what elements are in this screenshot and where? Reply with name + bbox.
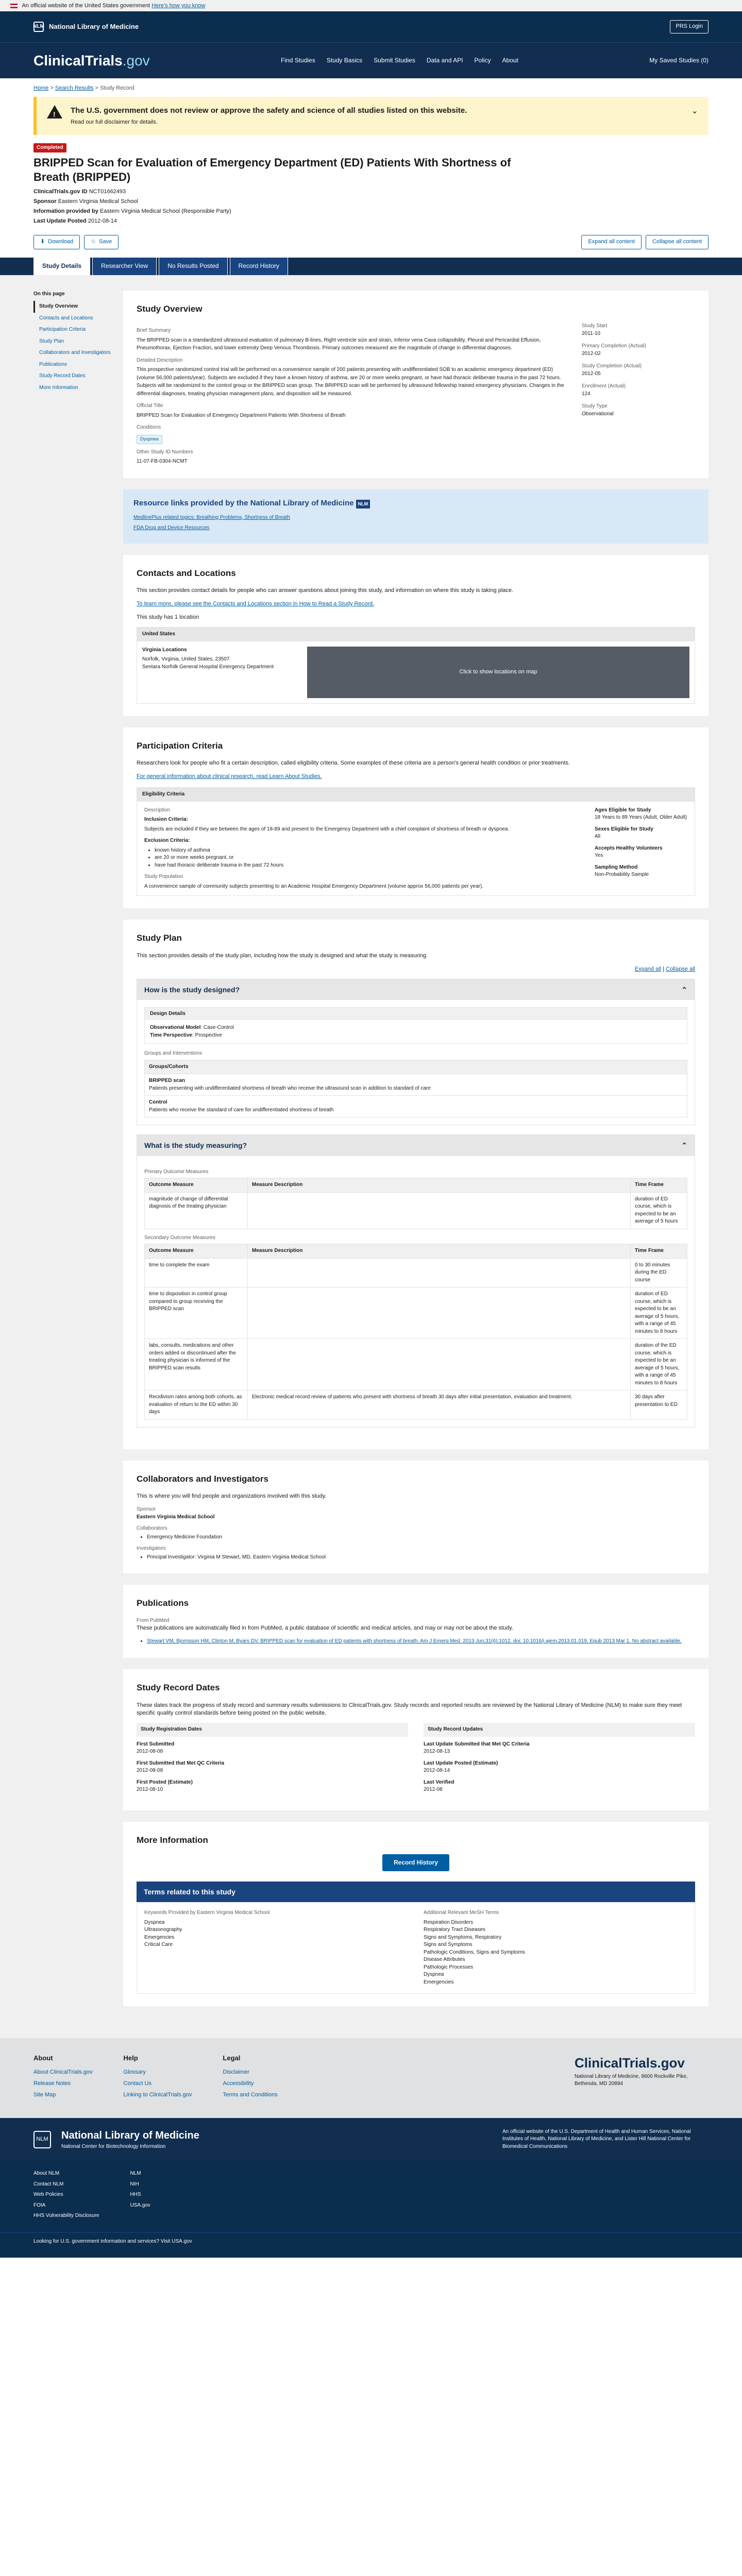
download-icon: ⬇ <box>40 238 45 245</box>
record-history-button[interactable]: Record History <box>382 1854 449 1871</box>
secondary-outcomes-table: Outcome Measure Measure Description Time Frame time to complete the exam 0 to 30 minutes during the ED course time to disposition in control group compared to group receiving the BRIPPED scan duration of ED course, which is expected to be an average of 5 hours, with a range of 45 minutes to 8 hours labs, consults, medications and other orders added or discontinued after the treating physician is informed of the BRIPPED scan results duration of the ED course, which is expected to be an average of 5 hours, with a range of 45 minutes to 8 hours Recidivism rates among both cohorts, as evaluation of return to the ED within 30 days Electronic medical record review of patients who present with shortness of breath 30 days after initial presentation, evaluation and treatment. 30 days after presentation to ED <box>144 1244 687 1420</box>
record-dates-section: Study Record Dates These dates track the progress of study record and summary results submissions to ClinicalTrials.gov. Study records and reported results are reviewed by the National Library of Medicine (NLM) to make sure they meet specific quality control standards before being posted on the public website. Study Registration Dates First Submitted 2012-08-08 First Submitted that Met QC Criteria 2012-08-08 First Posted (Estimate) 2012-08-10 Study Record Updates Last Update Submitted that Met QC Criteria 2012-08-13 Last Update Posted (Estimate) 2012-08-14 Last Verified 2012-08 <box>123 1669 709 1810</box>
footer-link[interactable]: HHS Vulnerability Disclosure <box>33 2213 99 2219</box>
plan-collapse-link[interactable]: Collapse all <box>666 965 695 972</box>
footer-link[interactable]: Contact Us <box>123 2080 151 2087</box>
footer-bottom <box>0 2232 742 2258</box>
footer-link[interactable]: Accessibility <box>223 2080 254 2087</box>
first-posted: 2012-08-10 <box>137 1787 163 1793</box>
alert-body: Read our full disclaimer for details. <box>71 118 158 125</box>
footer-link[interactable]: NLM <box>130 2171 141 2177</box>
nav-data-api[interactable]: Data and API <box>426 57 463 64</box>
save-button[interactable]: ☆ Save <box>84 235 119 249</box>
collaborators-section: Collaborators and Investigators This is where you will find people and organizations involved with this study. Sponsor Eastern Virginia Medical School Collaborators • Emergency Medicine Foundation Investigators • Principal Investigator: Virginia M Stewart, MD, Eastern Virginia Medical School <box>123 1461 709 1574</box>
mesh-term: Respiration Disorders <box>424 1919 474 1925</box>
participation-heading: Participation Criteria <box>137 740 223 751</box>
main-content <box>0 275 742 2038</box>
chevron-up-icon: ⌃ <box>681 1141 687 1150</box>
nav-policy[interactable]: Policy <box>474 57 491 64</box>
study-completion: 2012-05 <box>582 370 601 377</box>
footer-link[interactable]: About NLM <box>33 2171 60 2177</box>
table-row: magnitude of change of differential diagnosis of the treating physician duration of ED course, which is expected to be an average of 5 hours <box>145 1192 687 1229</box>
nlm-logo-icon: NLM <box>33 2131 51 2148</box>
side-item-contacts[interactable]: Contacts and Locations <box>39 315 93 321</box>
status-badge: Completed <box>33 143 66 153</box>
learn-about-link[interactable]: For general information about clinical research, read Learn About Studies. <box>137 773 322 780</box>
nlm-badge: NLM <box>356 500 370 509</box>
site-logo[interactable]: ClinicalTrials.gov <box>33 52 150 69</box>
expand-all-button[interactable]: Expand all content <box>581 235 642 249</box>
table-row: labs, consults, medications and other orders added or discontinued after the treating physician is informed of the BRIPPED scan results duration of the ED course, which is expected to be an average of 5 hours, with a range of 45 minutes to 8 hours <box>145 1339 687 1391</box>
nav-find-studies[interactable]: Find Studies <box>281 57 315 64</box>
mesh-term: Pathologic Processes <box>424 1964 474 1970</box>
gov-banner-text: An official website of the United States government <box>22 3 150 9</box>
footer-link[interactable]: Contact NLM <box>33 2181 64 2187</box>
sampling-method: Non-Probability Sample <box>595 872 649 878</box>
keyword: Ultrasonography <box>144 1927 182 1933</box>
inclusion-criteria: Subjects are included if they are between the ages of 18-89 and present to the Emergency Department with a chief complaint of shortness of breath or dyspnea. <box>144 826 510 832</box>
location-count: This study has 1 location <box>137 614 199 621</box>
publication-link[interactable]: Stewart VM, Bjornsson HM, Clinton M, Byars DV. BRIPPED scan for evaluation of ED patients with shortness of breath. Am J Emerg Med. 2013 Jun;31(6):1012. doi: 10.1016/j.ajem.2013.01.019. Epub 2013 Mar 1. No abstract available. <box>147 1638 682 1645</box>
agency-header <box>0 11 742 42</box>
gov-banner <box>0 0 742 11</box>
side-item-more[interactable]: More Information <box>39 384 78 391</box>
footer-link[interactable]: USA.gov <box>130 2202 150 2208</box>
on-this-page-nav <box>33 291 111 2018</box>
contacts-section: Contacts and Locations This section provides contact details for people who can answer questions about joining this study, and information on where this study is taking place. To learn more, please see the Contacts and Locations section in How to Read a Study Record. This study has 1 location United States Virginia Locations Norfolk, Virginia, United States, 23507 Sentara Norfolk General Hospital Emergency Department Click to show locations on map <box>123 555 709 716</box>
nav-submit-studies[interactable]: Submit Studies <box>374 57 415 64</box>
contacts-help-link[interactable]: To learn more, please see the Contacts and Locations section in How to Read a Study Record. <box>137 601 375 607</box>
design-accordion: How is the study designed? ⌃ Design Details Observational Model: Case-Control Time Perspective: Prospective Groups and Interventions Groups/Cohorts BRIPPED scan Patients presenting with undifferentiated shortness of breath who receive the ultrasound scan in addition to standard of care Control Patients who receive the standard of care for undifferentiated shortness of breath <box>137 979 695 1126</box>
investigator: • Principal Investigator: Virginia M Stewart, MD, Eastern Virginia Medical School <box>147 1554 695 1562</box>
footer-link[interactable]: FOIA <box>33 2202 46 2208</box>
breadcrumb-search[interactable]: Search Results <box>55 85 94 91</box>
study-plan-section: Study Plan This section provides details of the study plan, including how the study is designed and what the study is measuring. Expand all | Collapse all How is the study designed? ⌃ Design Details Observational Model: Case-Control Time Perspective: Prospective Groups and Interventions Groups/Cohorts BRIPPED scan Patients presenting with undifferentiated shortness of breath who receive the ultrasound scan in addition to standard of care Control Patients who receive the standard of care for undifferentiated shortness of breath What is the study measuring? ⌃ Primary Outcome Measures Outcome Measure Measure Description Time Frame magnitude of change of differential diagnosis of the treating physician duration of ED course, which is expected to be an average of 5 hours Secondary Outcome Measures Outcome Measure Measure Description Time Frame time to complete the exam 0 to 30 minutes during the ED course time to disposition in control group compared to group receiving the BRIPPED scan duration of ED course, which is expected to be an average of 5 hours, with a range of 45 minutes to 8 hours labs, consults, medications and other orders added or discontinued after the treating physician is informed of the BRIPPED scan results duration of the ED course, which is expected to be an average of 5 hours, with a range of 45 minutes to 8 hours Recidivism rates among both cohorts, as evaluation of return to the ED within 30 days Electronic medical record review of patients who present with shortness of breath 30 days after initial presentation, evaluation and treatment. 30 days after presentation to ED <box>123 920 709 1449</box>
condition-chip[interactable]: Dyspnea <box>137 435 162 444</box>
footer-nlm: NLM National Library of Medicine National Center for Biotechnology Information An official website of the U.S. Department of Health and Human Services, National Institutes of Health, National Library of Medicine, and Lister Hill National Center for Biomedical Communications <box>0 2118 742 2161</box>
keyword: Dyspnea <box>144 1919 165 1925</box>
last-posted: 2012-08-14 <box>424 1768 450 1774</box>
info-provided: Information provided by Eastern Virginia Medical School (Responsible Party) <box>33 208 231 214</box>
observational-model: Case-Control <box>203 1025 234 1031</box>
bookmark-icon: ☆ <box>91 238 96 245</box>
side-item-publications[interactable]: Publications <box>39 361 67 367</box>
location-map[interactable]: Click to show locations on map <box>307 647 689 698</box>
ages-eligible: 18 Years to 89 Years (Adult, Older Adult) <box>595 815 687 821</box>
study-start: 2011-10 <box>582 330 600 336</box>
terms-accordion-toggle[interactable]: Terms related to this study <box>137 1882 695 1902</box>
mesh-term: Pathologic Conditions, Signs and Symptoms <box>424 1949 525 1955</box>
detailed-description: This prospective randomized control trial will be performed on a convenience sample of 200 patients presenting with undifferentiated SOB to an academic emergency department (ED) (volume 56,000 patients/year). Subjects are excluded if they have a known history of asthma, are 20 or more weeks pregnant, or have had thoracic deliberate trauma in the past 72 hours. Subjects will be randomized to the control group or the BRIPPED scan group. The BRIPPED scan will be performed by ultrasound fellowship trained emergency physicians. Changes in the differential diagnoses, treating physician management plans, and disposition will be measured. <box>137 367 564 397</box>
breadcrumb-current: Study Record <box>100 85 134 91</box>
side-item-participation[interactable]: Participation Criteria <box>39 327 86 333</box>
tab-bar <box>0 258 742 275</box>
nlm-brand[interactable] <box>33 22 139 32</box>
side-item-collaborators[interactable]: Collaborators and Investigators <box>39 350 111 356</box>
dates-heading: Study Record Dates <box>137 1682 220 1692</box>
time-perspective: Prospective <box>195 1032 222 1038</box>
medlineplus-link[interactable]: MedlinePlus related topics: Breathing Problems, Shortness of Breath <box>133 514 291 520</box>
footer-link[interactable]: Web Policies <box>33 2192 63 2198</box>
last-qc: 2012-08-13 <box>424 1749 450 1755</box>
collab-sponsor: Eastern Virginia Medical School <box>137 1514 215 1520</box>
saved-studies-link[interactable]: My Saved Studies (0) <box>649 57 709 64</box>
side-item-overview[interactable]: Study Overview <box>33 301 111 313</box>
mesh-term: Disease Attributes <box>424 1957 465 1963</box>
footer-link[interactable]: Linking to ClinicalTrials.gov <box>123 2091 192 2098</box>
action-bar <box>33 235 709 249</box>
overview-heading: Study Overview <box>137 303 203 314</box>
location-name: Sentara Norfolk General Hospital Emergency Department <box>142 664 274 670</box>
first-qc: 2012-08-08 <box>137 1768 163 1774</box>
plan-heading: Study Plan <box>137 933 182 943</box>
side-item-dates[interactable]: Study Record Dates <box>39 373 86 379</box>
prs-login-button[interactable]: PRS Login <box>670 20 709 33</box>
country-heading: United States <box>137 628 695 641</box>
fda-link[interactable]: FDA Drug and Device Resources <box>133 525 210 531</box>
nlm-name[interactable]: National Library of Medicine <box>61 2129 199 2141</box>
breadcrumb: Home > Search Results > Study Record <box>33 85 134 91</box>
footer-link[interactable]: HHS <box>130 2192 141 2198</box>
publications-section: Publications From PubMed These publications are automatically filed in from PubMed, a public database of scientific and medical articles, and may or may not be about the study. • Stewart VM, Bjornsson HM, Clinton M, Byars DV. BRIPPED scan for evaluation of ED patients with shortness of breath. Am J Emerg Med. 2013 Jun;31(6):1012. doi: 10.1016/j.ajem.2013.01.019. Epub 2013 Mar 1. No abstract available. <box>123 1585 709 1658</box>
footer-address: National Library of Medicine, 8600 Rockville Pike, Bethesda, MD 20894 <box>575 2073 688 2087</box>
footer-link[interactable]: Disclaimer <box>223 2069 249 2076</box>
footer-link[interactable]: Glossary <box>123 2069 146 2076</box>
gov-banner-link[interactable]: Here's how you know <box>151 3 206 9</box>
collapse-all-button[interactable]: Collapse all content <box>646 235 709 249</box>
measure-accordion-toggle[interactable]: What is the study measuring? ⌃ <box>137 1135 695 1156</box>
last-update: Last Update Posted 2012-08-14 <box>33 217 117 224</box>
footer-link[interactable]: Release Notes <box>33 2080 71 2087</box>
healthy-volunteers: Yes <box>595 853 603 859</box>
sexes-eligible: All <box>595 834 601 840</box>
chevron-up-icon: ⌃ <box>681 985 687 994</box>
contacts-heading: Contacts and Locations <box>137 568 236 578</box>
nct-id: ClinicalTrials.gov ID NCT01662493 <box>33 189 126 195</box>
study-type: Observational <box>582 411 614 417</box>
design-accordion-toggle[interactable]: How is the study designed? ⌃ <box>137 979 695 1000</box>
table-row: time to disposition in control group compared to group receiving the BRIPPED scan duration of ED course, which is expected to be an average of 5 hours, with a range of 45 minutes to 8 hours <box>145 1287 687 1339</box>
breadcrumb-home[interactable]: Home <box>33 85 49 91</box>
enrollment: 124 <box>582 391 591 397</box>
tab-record-history[interactable]: Record History <box>230 257 288 275</box>
collaborator: • Emergency Medicine Foundation <box>147 1534 695 1541</box>
side-heading: On this page <box>33 291 65 297</box>
sponsor: Sponsor Eastern Virginia Medical School <box>33 198 138 205</box>
us-flag-icon <box>10 4 18 8</box>
nav-study-basics[interactable]: Study Basics <box>326 57 363 64</box>
mesh-term: Signs and Symptoms, Respiratory <box>424 1934 502 1940</box>
collab-heading: Collaborators and Investigators <box>137 1473 268 1484</box>
footer-link[interactable]: NIH <box>130 2181 139 2187</box>
footer-link[interactable]: Terms and Conditions <box>223 2091 278 2098</box>
location-site: Norfolk, Virginia, United States, 23507 <box>142 656 230 663</box>
alert-title: The U.S. government does not review or approve the safety and science of all studies listed on this website. <box>71 106 467 115</box>
study-overview-section: Study Overview Brief Summary The BRIPPED scan is a standardized ultrasound evaluation of pulmonary B-lines, Right ventricle size and strain, Inferior vena Cava collapsibility, Pleural and Pericardial Effusion, Pneumothorax, Ejection Fraction, and lower extremity Deep Venous Thrombosis. Primary outcomes measured are the magnitude of change in differential diagnoses. Detailed Description This prospective randomized control trial will be performed on a convenience sample of 200 patients presenting with undifferentiated SOB to an academic emergency department (ED) (volume 56,000 patients/year). Subjects are excluded if they have a known history of asthma, are 20 or more weeks pregnant, or have had thoracic deliberate trauma in the past 72 hours. Subjects will be randomized to the control group or the BRIPPED scan group. The BRIPPED scan will be performed by ultrasound fellowship trained emergency physicians. Changes in the differential diagnoses, treating physician management plans, and disposition will be measured. Official Title BRIPPED Scan for Evaluation of Emergency Department Patients With Shortness of Breath Conditions Dyspnea Other Study ID Numbers 11-07-FB-0304-NCMT Study Start 2011-10 Primary Completion (Actual) 2012-02 Study Completion (Actual) 2012-05 Enrollment (Actual) 124 Study Type Observational <box>123 291 709 478</box>
top-nav <box>281 56 518 65</box>
download-button[interactable]: ⬇ Download <box>33 235 80 249</box>
usa-gov-note[interactable]: Looking for U.S. government information and services? Visit USA.gov <box>33 2238 192 2244</box>
last-verified: 2012-08 <box>424 1787 443 1793</box>
disclaimer-alert <box>33 97 709 135</box>
keyword: Critical Care <box>144 1942 173 1948</box>
site-header <box>0 42 742 78</box>
mesh-term: Signs and Symptoms <box>424 1942 473 1948</box>
nlm-logo-icon: NLM <box>33 22 44 32</box>
footer-link[interactable]: About ClinicalTrials.gov <box>33 2069 93 2076</box>
keyword: Emergencies <box>144 1934 175 1940</box>
footer-top: About About ClinicalTrials.gov Release Notes Site Map Help Glossary Contact Us Linking to ClinicalTrials.gov Legal Disclaimer Accessibility Terms and Conditions ClinicalTrials.gov National Library of Medicine, 8600 Rockville Pike, Bethesda, MD 20894 <box>0 2038 742 2118</box>
tab-study-details[interactable]: Study Details <box>33 257 90 275</box>
exclusion-criteria: • known history of asthma • are 20 or more weeks pregnant, or • have had thoracic deliberate trauma in the past 72 hours <box>155 847 579 870</box>
warning-icon <box>47 105 62 118</box>
other-study-ids: 11-07-FB-0304-NCMT <box>137 459 188 465</box>
footer-logo[interactable]: ClinicalTrials.gov <box>575 2055 685 2071</box>
page-title: BRIPPED Scan for Evaluation of Emergency Department (ED) Patients With Shortness of Breath (BRIPPED) <box>33 156 511 183</box>
measure-accordion: What is the study measuring? ⌃ Primary Outcome Measures Outcome Measure Measure Description Time Frame magnitude of change of differential diagnosis of the treating physician duration of ED course, which is expected to be an average of 5 hours Secondary Outcome Measures Outcome Measure Measure Description Time Frame time to complete the exam 0 to 30 minutes during the ED course time to disposition in control group compared to group receiving the BRIPPED scan duration of ED course, which is expected to be an average of 5 hours, with a range of 45 minutes to 8 hours labs, consults, medications and other orders added or discontinued after the treating physician is informed of the BRIPPED scan results duration of the ED course, which is expected to be an average of 5 hours, with a range of 45 minutes to 8 hours Recidivism rates among both cohorts, as evaluation of return to the ED within 30 days Electronic medical record review of patients who present with shortness of breath 30 days after initial presentation, evaluation and treatment. 30 days after presentation to ED <box>137 1134 695 1427</box>
agency-name: National Library of Medicine <box>49 22 139 30</box>
nav-about[interactable]: About <box>502 57 518 64</box>
more-heading: More Information <box>137 1835 208 1845</box>
footer-links <box>0 2161 742 2232</box>
tab-researcher-view[interactable]: Researcher View <box>92 257 157 275</box>
chevron-down-icon[interactable]: ⌄ <box>691 106 698 115</box>
study-population: A convenience sample of community subjects presenting to an Academic Hospital Emergency Department (volume approx 56,000 patients per year). <box>144 883 484 889</box>
plan-expand-link[interactable]: Expand all <box>634 965 662 972</box>
mesh-term: Respiratory Tract Diseases <box>424 1927 486 1933</box>
table-row: time to complete the exam 0 to 30 minutes during the ED course <box>145 1258 687 1287</box>
mesh-term: Emergencies <box>424 1979 454 1985</box>
groups-table: Groups/Cohorts BRIPPED scan Patients presenting with undifferentiated shortness of breath who receive the ultrasound scan in addition to standard of care Control Patients who receive the standard of care for undifferentiated shortness of breath <box>144 1060 687 1118</box>
more-info-section: More Information Record History Terms related to this study Keywords Provided by Eastern Virginia Medical School Dyspnea Ultrasonography Emergencies Critical Care Additional Relevant MeSH Terms Respiration Disorders Respiratory Tract Diseases Signs and Symptoms, Respiratory Signs and Symptoms Pathologic Conditions, Signs and Symptoms Disease Attributes Pathologic Processes Dyspnea Emergencies <box>123 1822 709 2006</box>
first-submitted: 2012-08-08 <box>137 1749 163 1755</box>
primary-outcomes-table: Outcome Measure Measure Description Time Frame magnitude of change of differential diagnosis of the treating physician duration of ED course, which is expected to be an average of 5 hours <box>144 1178 687 1229</box>
side-item-plan[interactable]: Study Plan <box>39 338 64 344</box>
footer-link[interactable]: Site Map <box>33 2091 56 2098</box>
official-title: BRIPPED Scan for Evaluation of Emergency Department Patients With Shortness of Breath <box>137 412 346 418</box>
resource-links <box>123 489 709 544</box>
tab-no-results[interactable]: No Results Posted <box>159 257 227 275</box>
pubs-heading: Publications <box>137 1598 189 1608</box>
brief-summary: The BRIPPED scan is a standardized ultrasound evaluation of pulmonary B-lines, Right ventricle size and strain, Inferior vena Cava collapsibility, Pleural and Pericardial Effusion, Pneumothorax, Ejection Fraction, and lower extremity Deep Venous Thrombosis. Primary outcomes measured are the magnitude of change in differential diagnoses. <box>137 337 541 351</box>
resource-heading: Resource links provided by the National Library of Medicine <box>133 498 354 507</box>
mesh-term: Dyspnea <box>424 1972 444 1978</box>
table-row: Recidivism rates among both cohorts, as evaluation of return to the ED within 30 days Electronic medical record review of patients who present with shortness of breath 30 days after initial presentation, evaluation and treatment. 30 days after presentation to ED <box>145 1391 687 1420</box>
primary-completion: 2012-02 <box>582 350 601 357</box>
participation-section: Participation Criteria Researchers look for people who fit a certain description, called eligibility criteria. Some examples of these criteria are a person's general health condition or prior treatments. For general information about clinical research, read Learn About Studies. Eligibility Criteria Description Inclusion Criteria: Subjects are included if they are between the ages of 18-89 and present to the Emergency Department with a chief complaint of shortness of breath or dyspnea. Exclusion Criteria: • known history of asthma • are 20 or more weeks pregnant, or • have had thoracic deliberate trauma in the past 72 hours Study Population A convenience sample of community subjects presenting to an Academic Hospital Emergency Department (volume approx 56,000 patients per year). Ages Eligible for Study 18 Years to 89 Years (Adult, Older Adult) Sexes Eligible for Study All Accepts Healthy Volunteers Yes Sampling Method Non-Probability Sample <box>123 727 709 909</box>
